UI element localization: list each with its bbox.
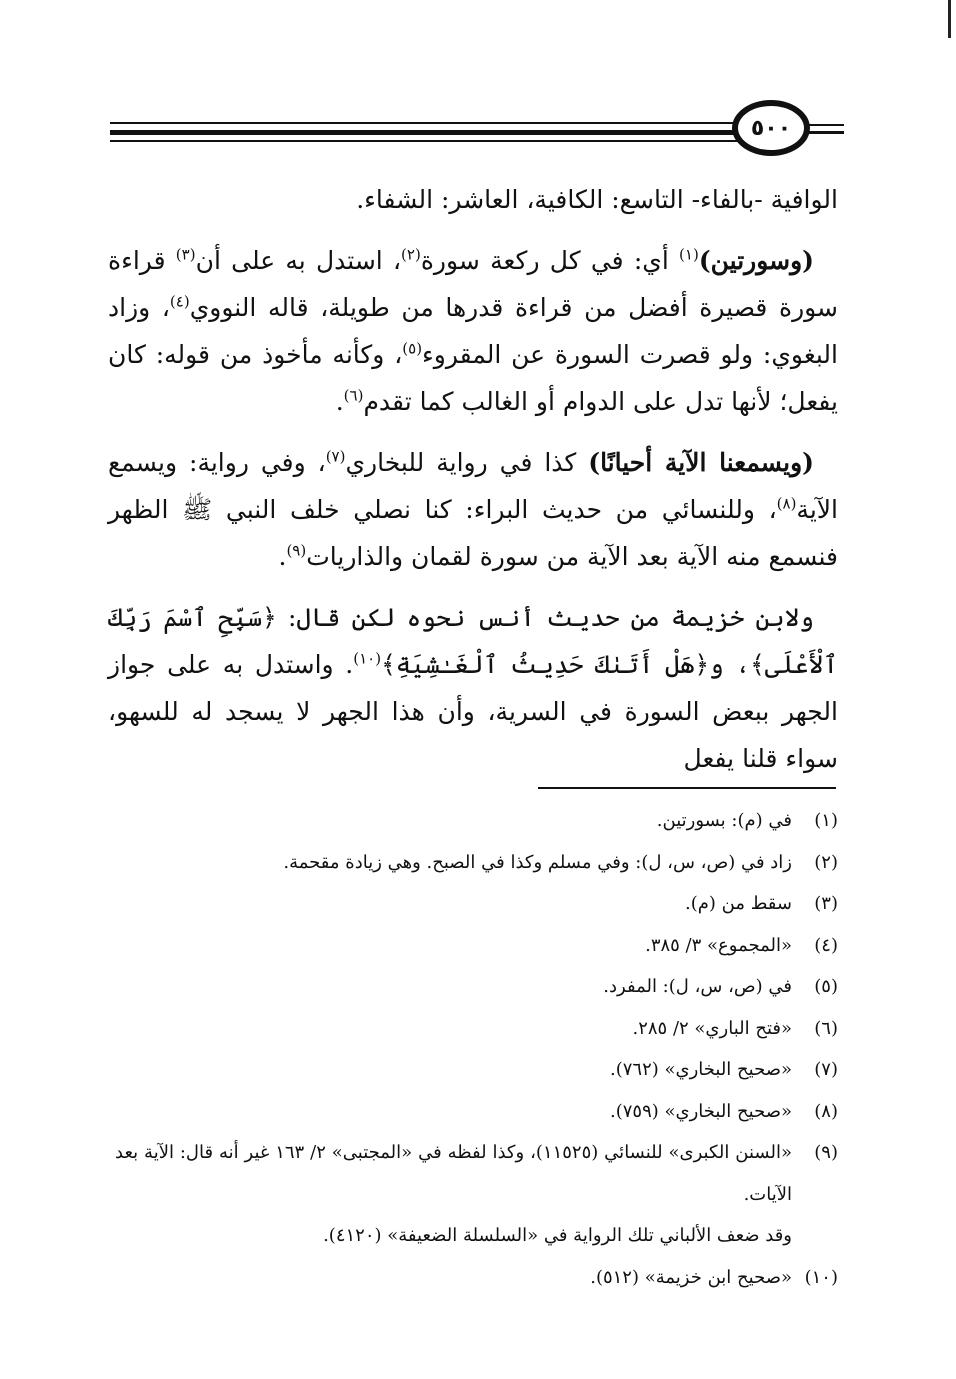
footnote-ref[interactable]: (٥) (402, 339, 423, 358)
bold-term: (ويسمعنا الآية أحيانًا) (588, 448, 814, 477)
footnote-number: (١٠) (804, 1266, 838, 1288)
paragraph-text: ، استدل به على أن (195, 246, 402, 275)
paragraph-text: ، وفي رواية: ويسمع الآية (108, 448, 838, 524)
paragraph-text: ولابن خزيمة من حديث أنس نحوه لكن قال: ﴿سَبِّحِ ٱسْمَ رَبِّكَ ٱلْأَعْلَى﴾، و﴿هَلْ أَتَىٰكَ حَدِيثُ ٱلْغَـٰشِيَةِ﴾ (108, 603, 838, 679)
footnote-ref[interactable]: (٩) (286, 541, 307, 560)
footnote-number: (٥) (814, 976, 838, 997)
page-header (110, 100, 845, 170)
footnote-number: (٤) (814, 934, 838, 956)
footnote-number: (٣) (814, 893, 838, 914)
footnote-continuation (115, 1215, 838, 1257)
paragraph-text: كذا في رواية للبخاري (345, 448, 589, 477)
header-rule-thin-bottom (110, 140, 740, 142)
footnote-text: وقد ضعف الألباني تلك الرواية في «السلسلة الضعيفة» (٤١٢٠). (323, 1225, 792, 1246)
footnote-item (115, 1257, 838, 1299)
footnote-ref[interactable]: (١٠) (353, 649, 382, 668)
footnote-item (115, 925, 838, 967)
footnote-ref[interactable]: (١) (679, 245, 699, 264)
footnote-item (115, 1049, 838, 1091)
paragraph-text: ، وكأنه مأخوذ من قوله: كان يفعل؛ لأنها تدل على الدوام أو الغالب كما تقدم (108, 340, 838, 416)
paragraph-text: الوافية -بالفاء- التاسع: الكافية، العاشر: الشفاء. (356, 185, 838, 214)
footnote-item (115, 1008, 838, 1050)
paragraph-text: . (278, 542, 287, 571)
paragraph-1 (108, 176, 838, 223)
footnote-text: في (م): بسورتين. (656, 810, 792, 831)
footnote-text: سقط من (م). (685, 893, 792, 914)
footnote-item (115, 842, 838, 884)
footnote-ref[interactable]: (٨) (776, 494, 797, 513)
paragraph-text: ، وزاد البغوي: ولو قصرت السورة عن المقروء (108, 293, 838, 369)
header-rule-thin-top (110, 122, 740, 124)
paragraph-text: أي: في كل ركعة سورة (420, 246, 680, 275)
footnote-item (115, 800, 838, 842)
paragraph-text: . واستدل به على جواز الجهر ببعض السورة في السرية، وأن هذا الجهر لا يسجد له للسهو، سواء قلنا يفعل (108, 650, 838, 773)
paragraph-text: ، وللنسائي من حديث البراء: كنا نصلي خلف النبي ﷺ الظهر فنسمع منه الآية بعد الآية من سورة لقمان والذاريات (108, 495, 838, 571)
footnote-number: (٩) (814, 1142, 838, 1163)
footnote-number: (٧) (814, 1059, 838, 1080)
footnote-separator (538, 787, 836, 789)
footnote-ref[interactable]: (٤) (169, 292, 190, 311)
page-edge-mark (948, 0, 951, 38)
footnote-text: «المجموع» ٣/ ٣٨٥. (645, 934, 792, 956)
footnote-text: «السنن الكبرى» للنسائي (١١٥٢٥)، وكذا لفظه في «المجتبى» ٢/ ١٦٣ غير أنه قال: الآية بعد الآيات. (115, 1142, 792, 1205)
bold-term: (وسورتين) (698, 246, 815, 275)
footnote-number: (١) (814, 810, 838, 831)
page-number: ٥٠٠ (732, 100, 810, 156)
footnote-text: «صحيح البخاري» (٧٦٢). (609, 1059, 792, 1080)
footnote-text: «صحيح البخاري» (٧٥٩). (609, 1100, 792, 1122)
main-text (108, 176, 838, 796)
footnote-ref[interactable]: (٢) (401, 245, 421, 264)
footnote-ref[interactable]: (٣) (175, 245, 196, 264)
footnote-item (115, 1091, 838, 1133)
header-rule-thick (110, 130, 740, 135)
footnote-ref[interactable]: (٦) (343, 386, 364, 405)
paragraph-text: قراءة سورة قصيرة أفضل من قراءة قدرها من طويلة، قاله النووي (108, 246, 838, 322)
footnote-text: في (ص، س، ل): المفرد. (603, 976, 792, 997)
footnote-text: زاد في (ص، س، ل): وفي مسلم وكذا في الصبح. وهي زيادة مقحمة. (283, 851, 792, 873)
footnote-text: «صحيح ابن خزيمة» (٥١٢). (590, 1266, 792, 1288)
footnote-item (115, 966, 838, 1008)
footnotes (115, 800, 838, 1298)
footnote-item (115, 1132, 838, 1215)
header-rule-right-top (808, 124, 844, 126)
footnote-number: (٨) (814, 1100, 838, 1122)
footnote-ref[interactable]: (٧) (325, 447, 346, 466)
footnote-item (115, 883, 838, 925)
paragraph-text: . (335, 387, 344, 416)
header-rule-right-bottom (808, 131, 844, 134)
paragraph-4 (108, 594, 838, 782)
paragraph-3 (108, 439, 838, 580)
footnote-number: (٢) (814, 851, 838, 873)
paragraph-2 (108, 237, 838, 425)
footnote-text: «فتح الباري» ٢/ ٢٨٥. (632, 1017, 792, 1039)
footnote-number: (٦) (814, 1017, 838, 1039)
